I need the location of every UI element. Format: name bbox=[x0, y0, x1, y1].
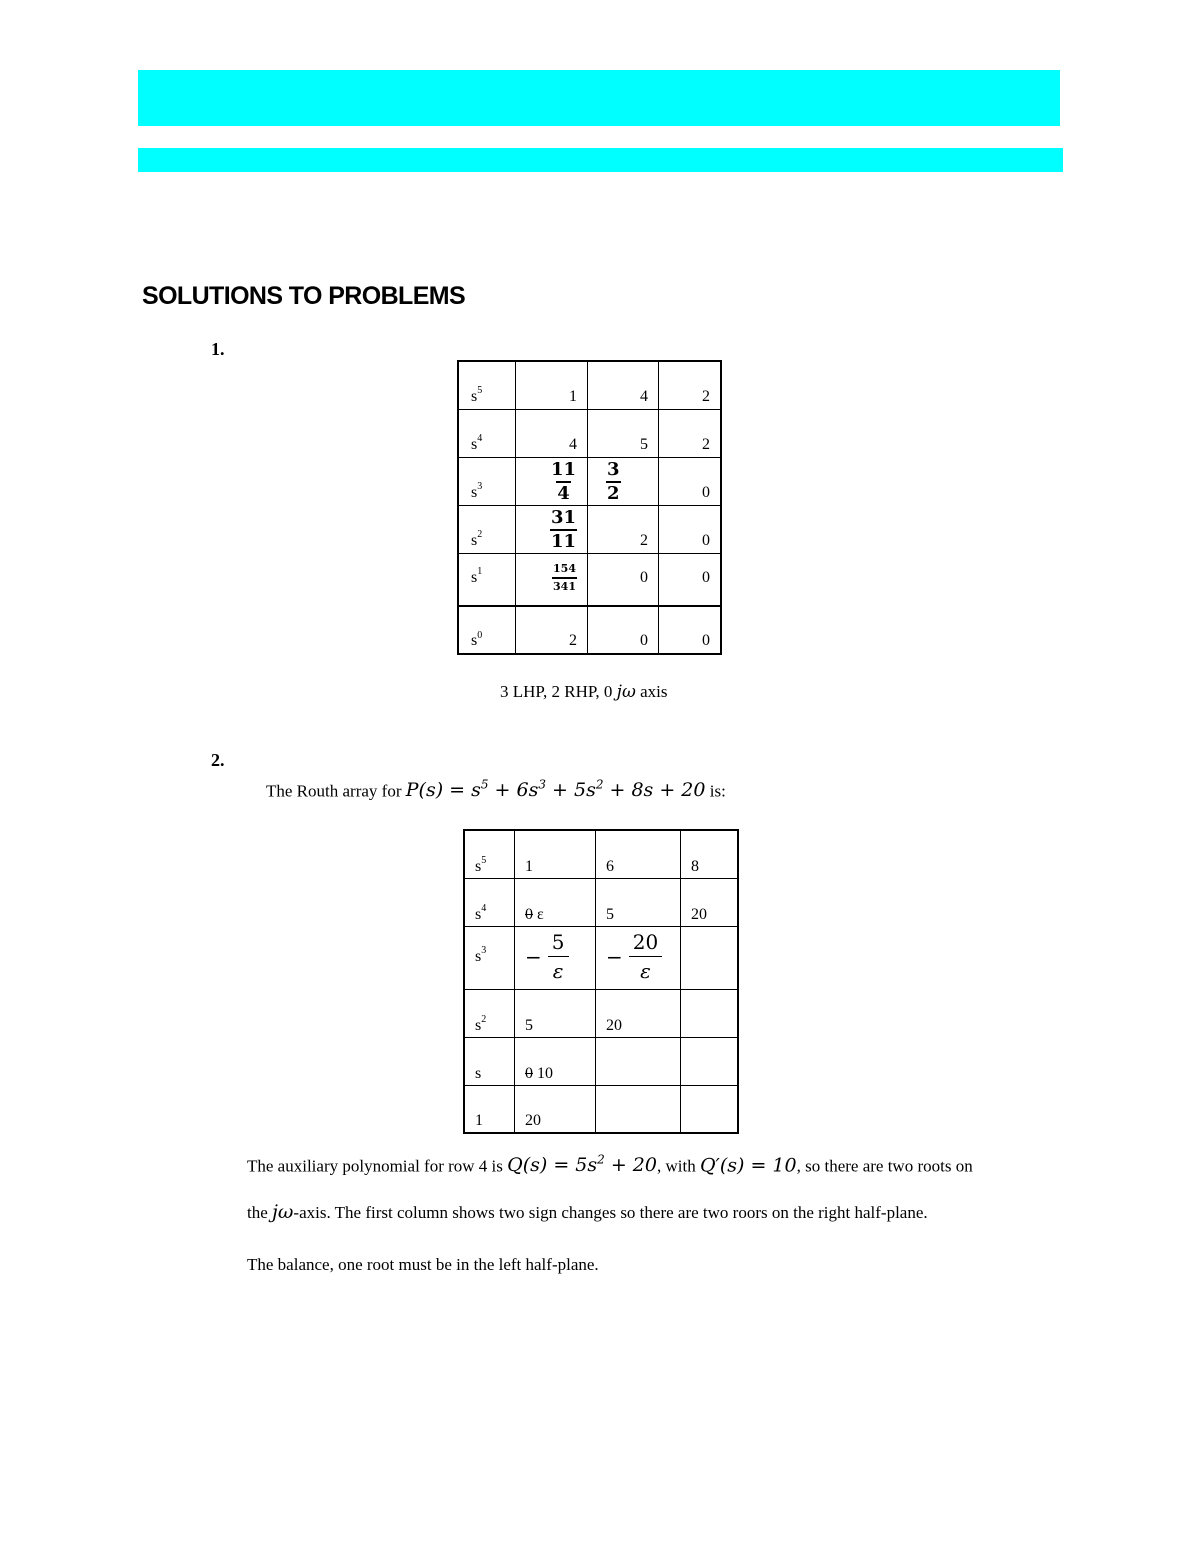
table-row bbox=[464, 878, 738, 926]
paragraph-text: , with bbox=[656, 1156, 696, 1176]
row-label-base: s bbox=[475, 857, 482, 875]
fraction-denominator: 2 bbox=[607, 482, 620, 504]
table-row bbox=[464, 1085, 738, 1133]
paragraph-text: , so there are two roots on bbox=[796, 1156, 973, 1176]
poly-name: P bbox=[405, 779, 419, 802]
table-cell: 0 bbox=[659, 606, 722, 654]
poly-exponent: 3 bbox=[538, 778, 546, 792]
poly-term: (s) = s bbox=[418, 779, 481, 802]
intro-text: is: bbox=[709, 781, 726, 801]
table-cell: 4 bbox=[516, 409, 588, 457]
table-cell: 0 bbox=[659, 505, 722, 553]
table-row bbox=[458, 553, 721, 606]
struck-value: 0 bbox=[525, 905, 533, 923]
table-cell: 5 bbox=[515, 989, 596, 1037]
table-cell bbox=[681, 989, 739, 1037]
routh-table-problem-2 bbox=[463, 829, 739, 1134]
paragraph-text: the bbox=[247, 1203, 268, 1222]
table-cell bbox=[596, 1085, 681, 1133]
problem-2-intro bbox=[266, 778, 726, 801]
minus-sign: − bbox=[606, 944, 623, 969]
row-label bbox=[458, 505, 516, 553]
table-cell: 5 bbox=[588, 409, 659, 457]
epsilon-value: ε bbox=[537, 905, 544, 923]
balance-paragraph: The balance, one root must be in the left half-plane. bbox=[247, 1255, 599, 1274]
row-label-exponent: 4 bbox=[481, 903, 487, 915]
routh-table-problem-1 bbox=[457, 360, 722, 655]
poly-exponent: 2 bbox=[595, 778, 604, 792]
derivative-expression: Q′(s) = 10 bbox=[699, 1154, 797, 1177]
table-cell bbox=[681, 1085, 739, 1133]
paragraph-text: The auxiliary polynomial for row 4 is bbox=[247, 1156, 503, 1176]
table-cell bbox=[515, 878, 596, 926]
fraction bbox=[550, 507, 577, 553]
row-label: 1 bbox=[464, 1085, 515, 1133]
row-label-base: s bbox=[475, 905, 482, 923]
fraction-denominator: 11 bbox=[550, 530, 576, 552]
row-label-exponent: 2 bbox=[481, 1014, 487, 1026]
poly-exponent: 5 bbox=[480, 778, 489, 792]
row-label-exponent: 1 bbox=[477, 566, 483, 578]
table-cell-fraction bbox=[516, 457, 588, 505]
problem-2-number: 2. bbox=[211, 750, 225, 770]
row-label-exponent: 0 bbox=[477, 629, 483, 641]
fraction-numerator: 20 bbox=[629, 930, 662, 957]
problem-1-number: 1. bbox=[211, 339, 225, 359]
poly-exponent: 2 bbox=[597, 1153, 605, 1167]
row-label bbox=[464, 878, 515, 926]
poly-term: + 6s bbox=[488, 779, 539, 802]
table-cell: 0 bbox=[659, 457, 722, 505]
row-label-exponent: 2 bbox=[477, 529, 483, 541]
replacement-value: 10 bbox=[537, 1064, 553, 1082]
jw-symbol: jω bbox=[616, 682, 636, 702]
table-cell: 1 bbox=[516, 361, 588, 409]
fraction-denominator: 341 bbox=[552, 577, 577, 595]
row-label bbox=[458, 553, 516, 606]
fraction-denominator: ε bbox=[640, 959, 651, 983]
fraction-numerator: 3 bbox=[607, 458, 620, 480]
intro-text: The Routh array for bbox=[266, 781, 402, 801]
table-row bbox=[464, 926, 738, 989]
table-cell-fraction bbox=[515, 926, 596, 989]
table-row bbox=[458, 361, 721, 409]
auxiliary-polynomial-paragraph bbox=[247, 1153, 973, 1176]
poly-term: + 20 bbox=[604, 1154, 657, 1177]
fraction-numerator: 5 bbox=[548, 930, 569, 957]
table-row bbox=[458, 457, 721, 505]
paragraph-text: -axis. The first column shows two sign changes so there are two roors on the right half-plane. bbox=[293, 1203, 928, 1222]
table-cell: 20 bbox=[596, 989, 681, 1037]
fraction-numerator: 31 bbox=[550, 506, 576, 528]
poly-term: + 8s + 20 bbox=[603, 779, 706, 802]
negative-fraction bbox=[606, 930, 662, 983]
row-label-base: s bbox=[471, 632, 478, 649]
table-row bbox=[464, 989, 738, 1037]
fraction bbox=[550, 459, 577, 505]
row-label bbox=[458, 361, 516, 409]
poly-term: Q(s) = 5s bbox=[507, 1154, 598, 1177]
result-text: 3 LHP, 2 RHP, 0 bbox=[500, 682, 613, 701]
header-accent-bar bbox=[138, 70, 1060, 126]
row-label-exponent: 5 bbox=[477, 385, 483, 397]
table-cell-fraction bbox=[588, 457, 659, 505]
table-cell: 6 bbox=[596, 830, 681, 878]
row-label: s bbox=[464, 1037, 515, 1085]
fraction-numerator: 11 bbox=[550, 458, 576, 480]
row-label-exponent: 3 bbox=[477, 481, 483, 493]
row-label-base: s bbox=[471, 568, 478, 586]
row-label-exponent: 4 bbox=[477, 433, 483, 445]
problem-1-result bbox=[500, 682, 667, 702]
table-cell-fraction bbox=[516, 505, 588, 553]
table-cell-fraction bbox=[596, 926, 681, 989]
row-label bbox=[458, 409, 516, 457]
subheader-accent-bar bbox=[138, 148, 1063, 172]
fraction bbox=[552, 561, 577, 595]
table-cell: 0 bbox=[588, 553, 659, 606]
table-cell bbox=[515, 1037, 596, 1085]
poly-term: + 5s bbox=[545, 779, 596, 802]
jw-axis-paragraph bbox=[247, 1201, 928, 1223]
table-cell: 1 bbox=[515, 830, 596, 878]
minus-sign: − bbox=[525, 944, 542, 969]
table-row bbox=[458, 606, 721, 654]
table-cell: 4 bbox=[588, 361, 659, 409]
table-cell bbox=[681, 1037, 739, 1085]
fraction-denominator: ε bbox=[552, 959, 564, 983]
table-cell: 2 bbox=[659, 409, 722, 457]
table-row bbox=[458, 505, 721, 553]
fraction-denominator: 4 bbox=[557, 482, 570, 504]
table-cell: 8 bbox=[681, 830, 739, 878]
table-cell: 2 bbox=[516, 606, 588, 654]
table-row bbox=[464, 1037, 738, 1085]
struck-value: 0 bbox=[525, 1064, 533, 1082]
table-cell: 2 bbox=[588, 505, 659, 553]
fraction-numerator: 154 bbox=[553, 561, 576, 575]
row-label-base: s bbox=[471, 387, 478, 405]
row-label-exponent: 3 bbox=[481, 945, 487, 957]
row-label-base: s bbox=[471, 531, 478, 549]
fraction bbox=[606, 459, 621, 505]
table-cell-fraction bbox=[516, 553, 588, 606]
row-label bbox=[458, 457, 516, 505]
section-title: SOLUTIONS TO PROBLEMS bbox=[142, 282, 466, 310]
table-cell: 0 bbox=[659, 553, 722, 606]
negative-fraction bbox=[525, 930, 569, 983]
table-cell: 5 bbox=[596, 878, 681, 926]
row-label bbox=[464, 830, 515, 878]
row-label-base: s bbox=[475, 947, 482, 965]
table-cell bbox=[596, 1037, 681, 1085]
table-cell bbox=[681, 926, 739, 989]
row-label bbox=[464, 989, 515, 1037]
row-label bbox=[464, 926, 515, 989]
row-label-base: s bbox=[475, 1016, 482, 1034]
table-row bbox=[464, 830, 738, 878]
jw-symbol: jω bbox=[272, 1201, 294, 1223]
row-label-base: s bbox=[471, 483, 478, 501]
polynomial-expression bbox=[406, 779, 706, 801]
table-cell: 20 bbox=[515, 1085, 596, 1133]
table-cell: 2 bbox=[659, 361, 722, 409]
table-cell: 20 bbox=[681, 878, 739, 926]
auxiliary-polynomial bbox=[507, 1154, 657, 1176]
row-label bbox=[458, 606, 516, 654]
row-label-exponent: 5 bbox=[481, 855, 487, 867]
row-label-base: s bbox=[471, 435, 478, 453]
table-row bbox=[458, 409, 721, 457]
result-text: axis bbox=[640, 682, 668, 701]
table-cell: 0 bbox=[588, 606, 659, 654]
